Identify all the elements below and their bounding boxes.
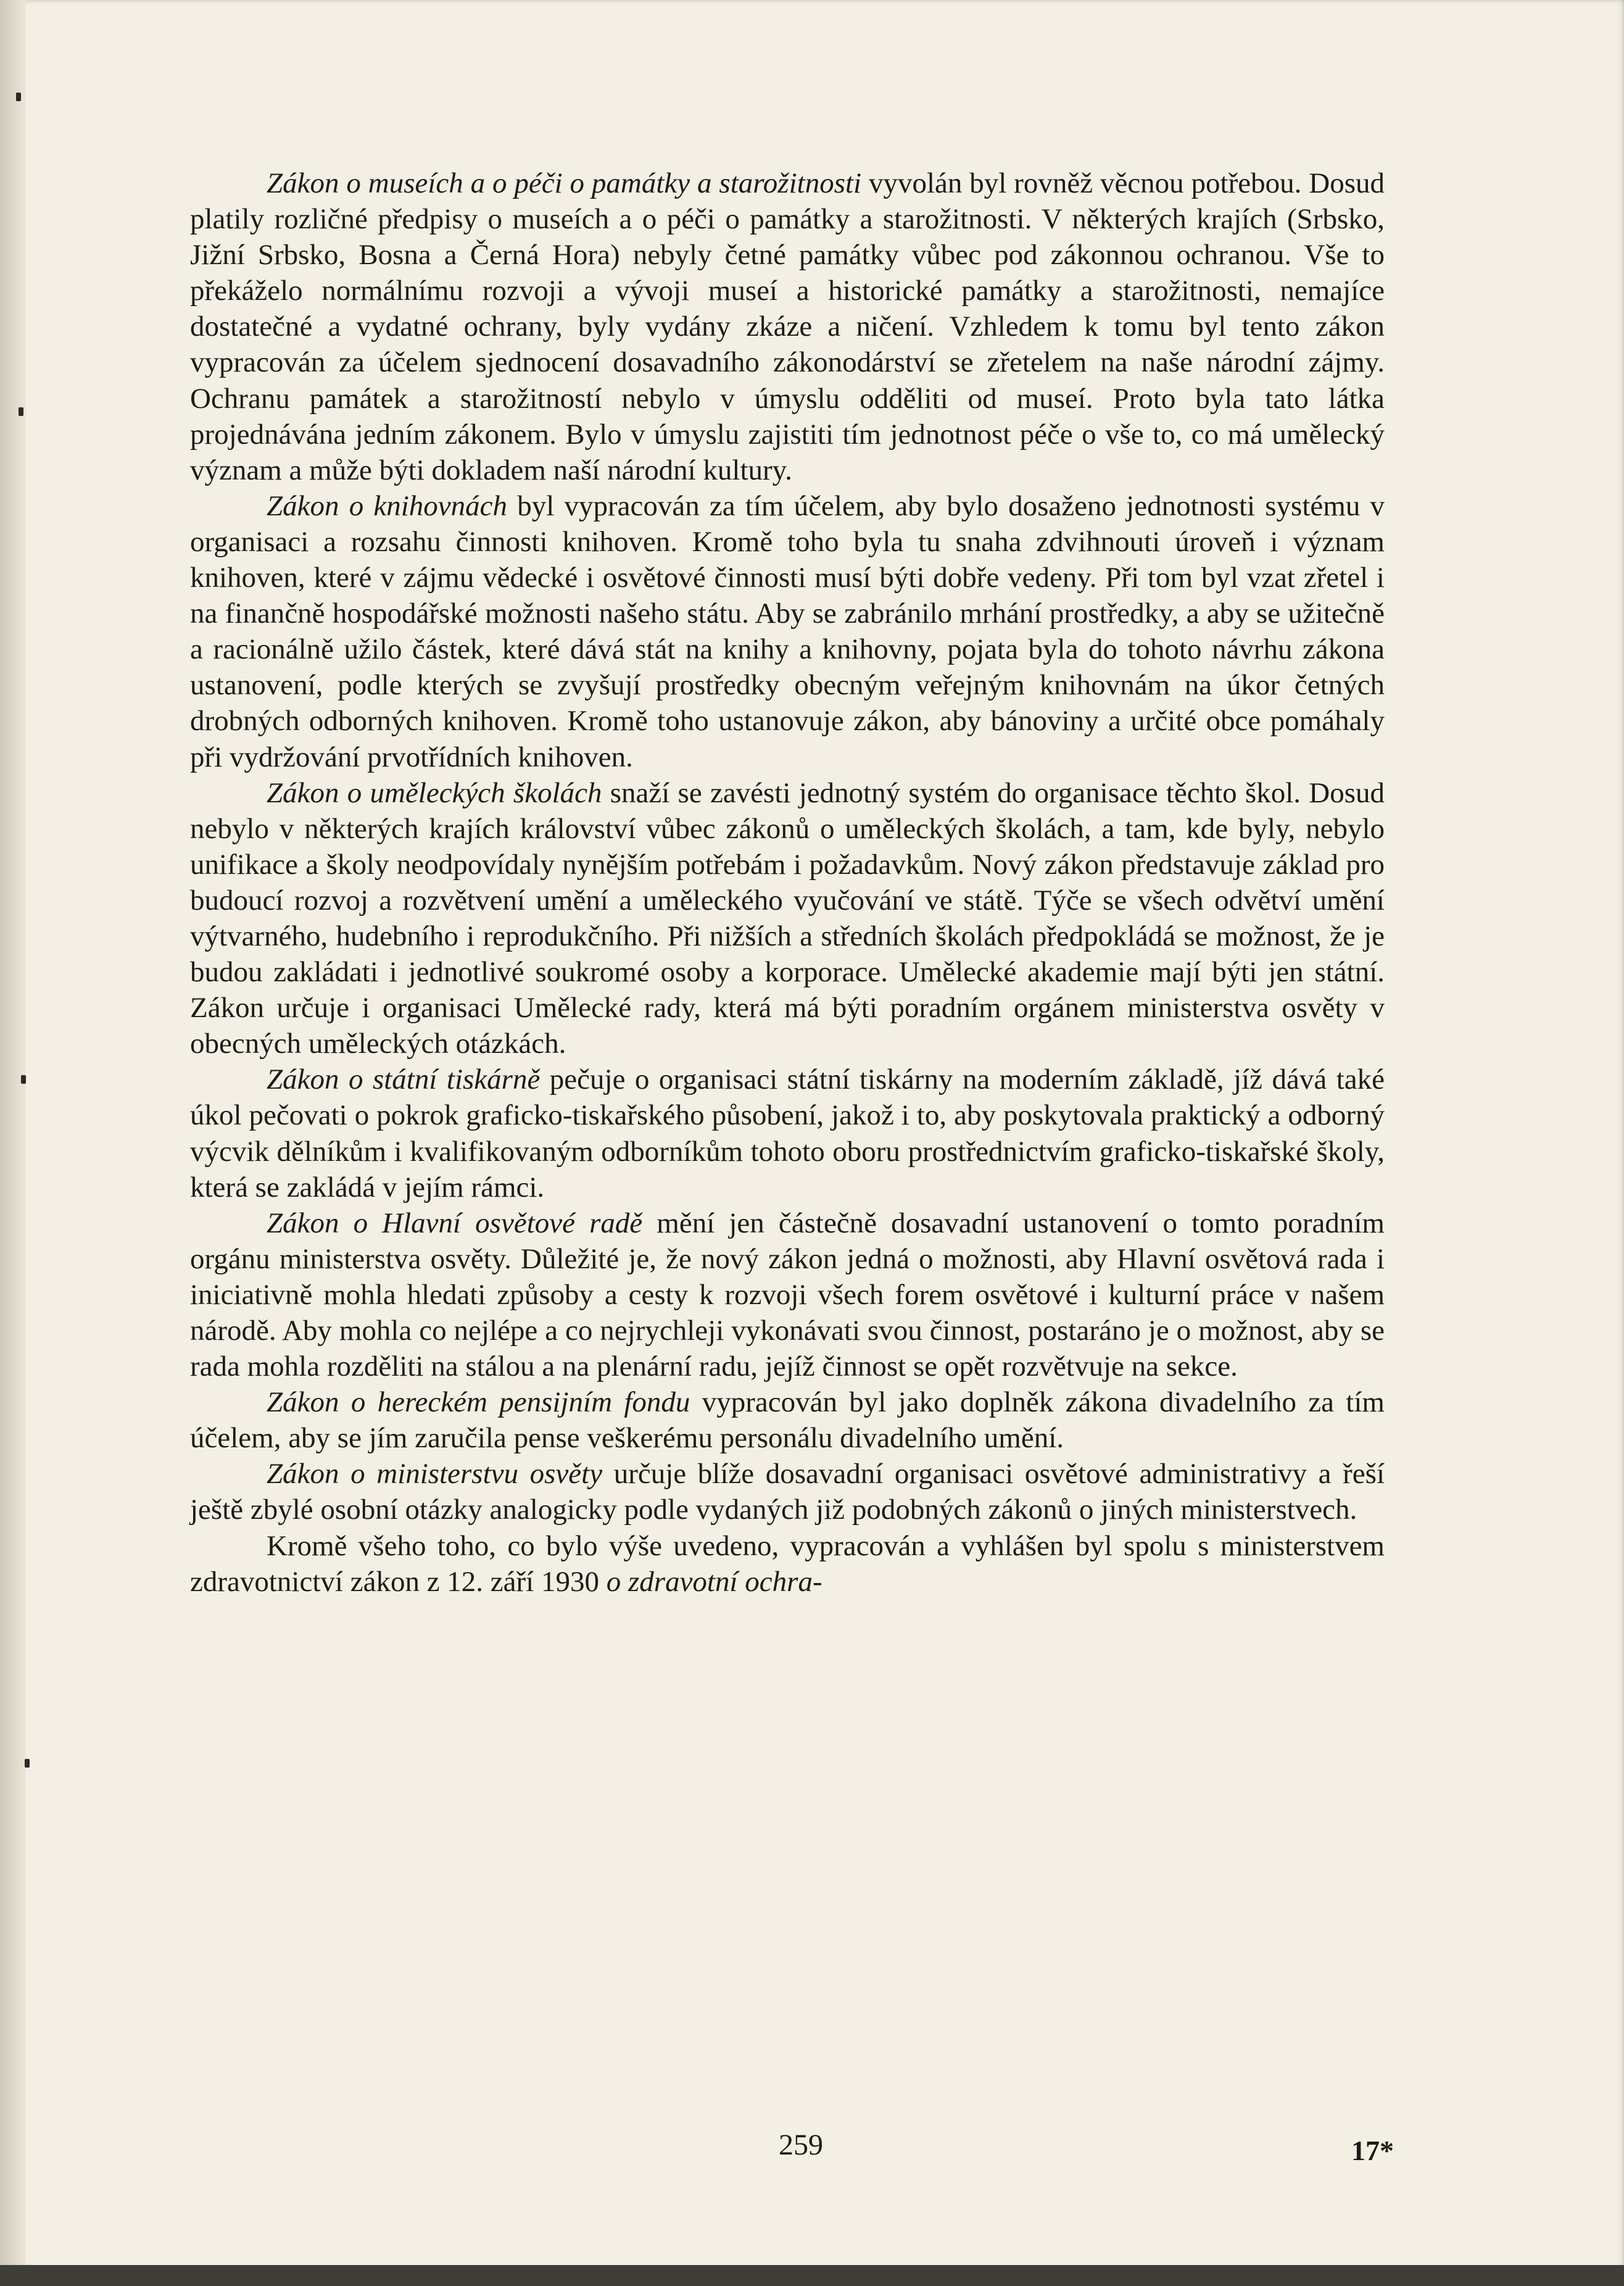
- paragraph-actors-pension: [190, 1384, 1385, 1456]
- law-title: o zdravotní ochra-: [606, 1565, 822, 1598]
- law-title: Zákon o knihovnách: [267, 489, 508, 522]
- paragraph-body: Kromě všeho toho, co bylo výše uvedeno, vypracován a vyhlášen byl spolu s ministerstvem zdravotnictví zákon z 12. září 1930: [190, 1529, 1385, 1598]
- law-title: Zákon o ministerstvu osvěty: [267, 1458, 603, 1490]
- signature-mark: 17*: [1351, 2135, 1394, 2166]
- law-title: Zákon o museích a o péči o památky a starožitnosti: [267, 167, 862, 199]
- paragraph-museums: [190, 165, 1385, 488]
- paragraph-health-protection: [190, 1528, 1385, 1600]
- paragraph-body: vyvolán byl rovněž věcnou potřebou. Dosud platily rozličné předpisy o museích a o péči o památky a starožitnosti. V některých krajích (Srbsko, Jižní Srbsko, Bosna a Černá Hora) nebyly četné památky vůbec pod zákonnou ochranou. Vše to překáželo normálnímu rozvoji a vývoji museí a historické památky a starožitnosti, nemajíce dostatečné a vydatné ochrany, byly vydány zkáze a ničení. Vzhledem k tomu byl tento zákon vypracován za účelem sjednocení dosavadního zákonodárství se zřetelem na naše národní zájmy. Ochranu památek a starožitností nebylo v úmyslu odděliti od museí. Proto byla tato látka projednávána jedním zákonem. Bylo v úmyslu zajistiti tím jednotnost péče o vše to, co má umělecký význam a může býti dokladem naší národní kultury.: [190, 167, 1385, 486]
- margin-mark: [25, 1759, 30, 1768]
- law-title: Zákon o uměleckých školách: [267, 776, 602, 809]
- paragraph-ministry: [190, 1456, 1385, 1527]
- page-number: 259: [779, 2129, 823, 2161]
- binding-edge: [0, 0, 26, 2286]
- paragraph-body: snaží se zavésti jednotný systém do organisace těchto škol. Dosud nebylo v některých krajích království vůbec zákonů o uměleckých školách, a tam, kde byly, nebylo unifikace a školy neodpovídaly nynějším potřebám i požadavkům. Nový zákon představuje základ pro budoucí rozvoj a rozvětvení umění a uměleckého vyučování ve státě. Týče se všech odvětví umění výtvarného, hudebního i reprodukčního. Při nižších a středních školách předpokládá se možnost, že je budou zakládati i jednotlivé soukromé osoby a korporace. Umělecké akademie mají býti jen státní. Zákon určuje i organisaci Umělecké rady, která má býti poradním orgánem ministerstva osvěty v obecných uměleckých otázkách.: [190, 776, 1385, 1060]
- paragraph-libraries: [190, 488, 1385, 775]
- paragraph-body: vypracován byl jako doplněk zákona divadelního za tím účelem, aby se jím zaručila pense veškerému personálu divadelního umění.: [190, 1386, 1385, 1455]
- paragraph-body: určuje blíže dosavadní organisaci osvětové administrativy a řeší ještě zbylé osobní otázky analogicky podle vydaných již podobných zákonů o jiných ministerstvech.: [190, 1458, 1385, 1526]
- law-title: Zákon o Hlavní osvětové radě: [267, 1207, 643, 1239]
- scan-bottom-edge: [0, 2265, 1624, 2286]
- paragraph-body: mění jen částečně dosavadní ustanovení o tomto poradním orgánu ministerstva osvěty. Důležité je, že nový zákon jedná o možnosti, aby Hlavní osvětová rada i iniciativně mohla hledati způsoby a cesty k rozvoji všech forem osvětové i kulturní práce v našem národě. Aby mohla co nejlépe a co nejrychleji vykonávati svou činnost, postaráno je o možnost, aby se rada mohla rozděliti na stálou a na plenární radu, jejíž činnost se opět rozvětvuje na sekce.: [190, 1207, 1385, 1383]
- margin-mark: [19, 407, 23, 416]
- body-text: [190, 165, 1385, 1600]
- law-title: Zákon o hereckém pensijním fondu: [267, 1386, 690, 1419]
- paragraph-body: byl vypracován za tím účelem, aby bylo dosaženo jednotnosti systému v organisaci a rozsahu činnosti knihoven. Kromě toho byla tu snaha zdvihnouti úroveň i význam knihoven, které v zájmu vědecké i osvětové činnosti musí býti dobře vedeny. Při tom byl vzat zřetel i na finančně hospodářské možnosti našeho státu. Aby se zabránilo mrhání prostředky, a aby se užitečně a racionálně užilo částek, které dává stát na knihy a knihovny, pojata byla do tohoto návrhu zákona ustanovení, podle kterých se zvyšují prostředky obecným veřejným knihovnám na úkor četných drobných odborných knihoven. Kromě toho ustanovuje zákon, aby bánoviny a určité obce pomáhaly při vydržování prvotřídních knihoven.: [190, 489, 1385, 773]
- paragraph-state-printing: [190, 1062, 1385, 1205]
- margin-mark: [16, 93, 21, 101]
- paragraph-body: pečuje o organisaci státní tiskárny na moderním základě, jíž dává také úkol pečovati o pokrok graficko-tiskařského působení, jakož i to, aby poskytovala praktický a odborný výcvik dělníkům i kvalifikovaným odborníkům tohoto oboru prostřednictvím graficko-tiskařské školy, která se zakládá v jejím rámci.: [190, 1063, 1385, 1203]
- margin-mark: [21, 1075, 26, 1084]
- paragraph-education-council: [190, 1205, 1385, 1384]
- paragraph-art-schools: [190, 775, 1385, 1062]
- law-title: Zákon o státní tiskárně: [267, 1063, 541, 1096]
